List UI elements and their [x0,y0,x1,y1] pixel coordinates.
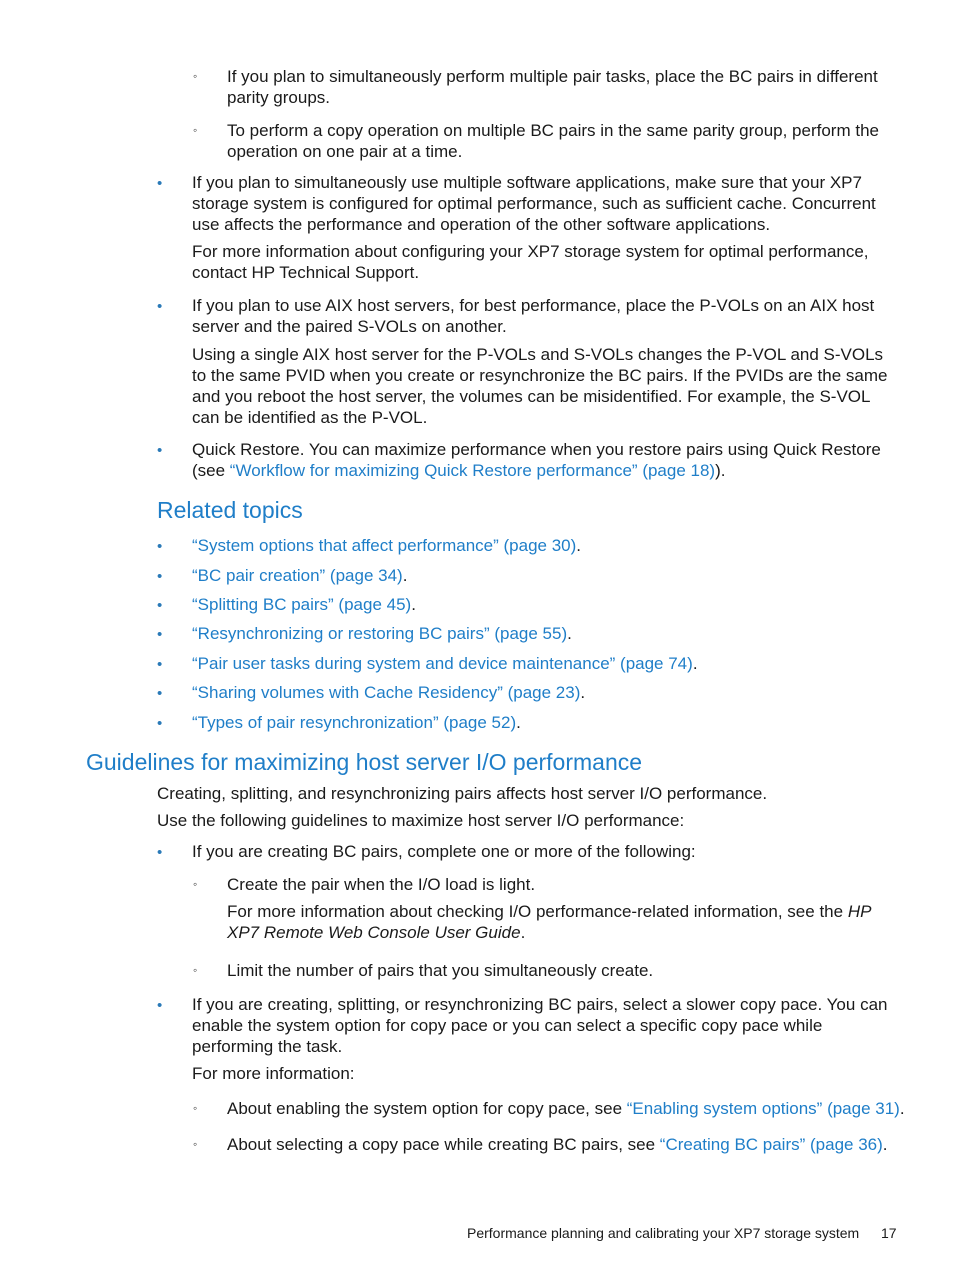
bullet-icon: • [157,568,163,585]
sub-item-text: About enabling the system option for copy pace, see “Enabling system options” (page 31). [227,1099,905,1118]
guidelines-intro-1: Creating, splitting, and resynchronizing pairs affects host server I/O performance. [157,784,768,803]
related-item: “BC pair creation” (page 34). [192,566,408,585]
guidelines-intro-2: Use the following guidelines to maximize host server I/O performance: [157,811,685,830]
related-link[interactable]: “Resynchronizing or restoring BC pairs” (page 55) [192,624,568,643]
bullet-note: For more information: [192,1064,355,1083]
bullet-icon: • [157,685,163,702]
guidelines-heading: Guidelines for maximizing host server I/O performance [86,749,643,775]
workflow-quick-restore-link[interactable]: “Workflow for maximizing Quick Restore performance” (page 18) [229,461,716,480]
bullet-text: Quick Restore. You can maximize performance when you restore pairs using Quick Restore (see “Workflow for maximizing Quick Restore performance” (page 18)). [192,440,881,480]
user-guide-title: HP XP7 Remote Web Console User Guide [227,902,871,942]
related-link[interactable]: “Types of pair resynchronization” (page 52) [192,713,517,732]
bullet-icon: • [157,597,163,614]
bullet-icon: • [157,997,163,1014]
sub-item-note: For more information about checking I/O performance-related information, see the HP XP7 Remote Web Console User Guide. [227,902,871,942]
sub-item-text: To perform a copy operation on multiple BC pairs in the same parity group, perform the operation on one pair at a time. [227,121,879,161]
related-item: “Splitting BC pairs” (page 45). [192,595,416,614]
related-item: “Sharing volumes with Cache Residency” (page 23). [192,683,586,702]
bullet-text: If you are creating BC pairs, complete one or more of the following: [192,842,696,861]
bullet-note: For more information about configuring your XP7 storage system for optimal performance, contact HP Technical Support. [192,242,869,282]
bullet-text: If you plan to use AIX host servers, for best performance, place the P-VOLs on an AIX host server and the paired S-VOLs on another. [192,296,875,336]
page-number: 17 [881,1225,897,1241]
creating-bc-pairs-link[interactable]: “Creating BC pairs” (page 36) [659,1135,883,1154]
related-link[interactable]: “System options that affect performance” (page 30) [192,536,577,555]
bullet-icon: • [157,715,163,732]
enabling-system-options-link[interactable]: “Enabling system options” (page 31) [626,1099,900,1118]
sub-bullet-icon: ◦ [193,69,198,83]
sub-item-text: Limit the number of pairs that you simultaneously create. [227,961,654,980]
sub-bullet-icon: ◦ [193,1137,198,1151]
related-link[interactable]: “Splitting BC pairs” (page 45) [192,595,412,614]
sub-item-text: If you plan to simultaneously perform multiple pair tasks, place the BC pairs in different parity groups. [227,67,878,107]
bullet-text: If you plan to simultaneously use multiple software applications, make sure that your XP7 storage system is configured for optimal performance, such as sufficient cache. Concurrent use affects the performance and operation of the other software applications. [192,173,876,234]
bullet-icon: • [157,442,163,459]
bullet-icon: • [157,298,163,315]
related-link[interactable]: “Pair user tasks during system and device maintenance” (page 74) [192,654,693,673]
sub-bullet-icon: ◦ [193,123,198,137]
bullet-icon: • [157,656,163,673]
bullet-note: Using a single AIX host server for the P-VOLs and S-VOLs changes the P-VOL and S-VOLs to the same PVID when you create or resynchronize the BC pairs. If the PVIDs are the same and you reboot the host server, the volumes can be misidentified. For example, the S-VOL can be identified as the P-VOL. [192,345,888,427]
related-link[interactable]: “Sharing volumes with Cache Residency” (page 23) [192,683,581,702]
bullet-icon: • [157,844,163,861]
bullet-text: If you are creating, splitting, or resynchronizing BC pairs, select a slower copy pace. You can enable the system option for copy pace or you can select a specific copy pace while performing the task. [192,995,888,1056]
bullet-icon: • [157,538,163,555]
sub-bullet-icon: ◦ [193,1101,198,1115]
bullet-icon: • [157,175,163,192]
related-item: “Types of pair resynchronization” (page 52). [192,713,521,732]
footer-title: Performance planning and calibrating your XP7 storage system [467,1225,860,1241]
sub-bullet-icon: ◦ [193,877,198,891]
sub-bullet-icon: ◦ [193,963,198,977]
related-item: “System options that affect performance” (page 30). [192,536,582,555]
sub-item-text: Create the pair when the I/O load is light. [227,875,536,894]
related-item: “Pair user tasks during system and device maintenance” (page 74). [192,654,698,673]
related-link[interactable]: “BC pair creation” (page 34) [192,566,403,585]
sub-item-text: About selecting a copy pace while creating BC pairs, see “Creating BC pairs” (page 36). [227,1135,888,1154]
related-topics-heading: Related topics [157,497,303,523]
related-item: “Resynchronizing or restoring BC pairs” (page 55). [192,624,572,643]
bullet-icon: • [157,626,163,643]
